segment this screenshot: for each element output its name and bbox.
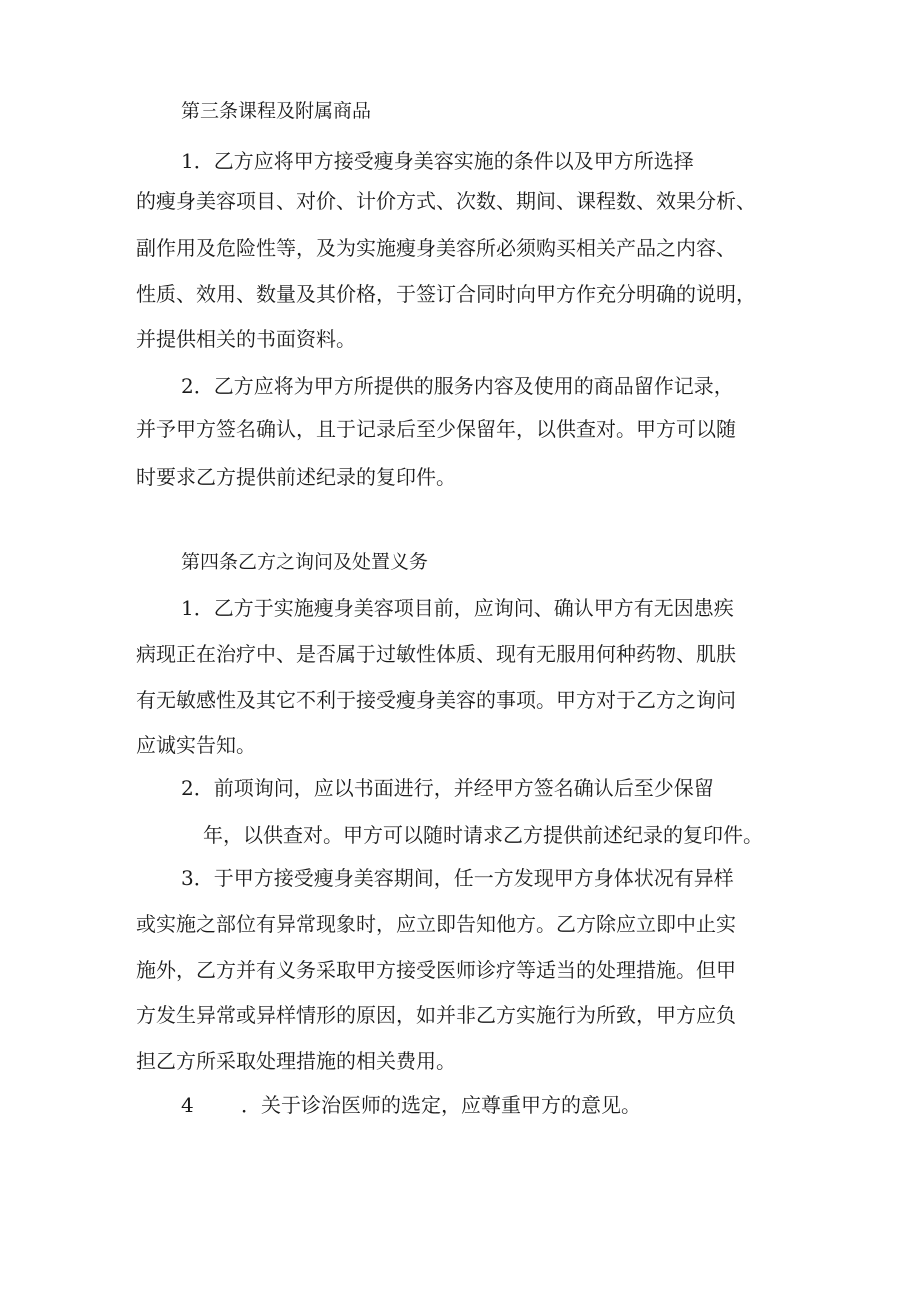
article-4-item-1-line-1: 1．乙方于实施瘦身美容项目前，应询问、确认甲方有无因患疾 (181, 596, 734, 620)
item-number: 2． (181, 776, 214, 800)
article-3-item-1-line-4: 性质、效用、数量及其价格，于签订合同时向甲方作充分明确的说明， (136, 282, 756, 306)
article-3-item-1-line-2: 的瘦身美容项目、对价、计价方式、次数、期间、课程数、效果分析、 (136, 189, 756, 213)
article-3-item-1-line-3: 副作用及危险性等，及为实施瘦身美容所必须购买相关产品之内容、 (136, 236, 736, 260)
article-3-item-2-line-2: 并予甲方签名确认，且于记录后至少保留年，以供查对。甲方可以随 (136, 417, 736, 441)
item-number: 2． (181, 374, 214, 398)
article-3-item-1-line-1: 1．乙方应将甲方接受瘦身美容实施的条件以及甲方所选择 (181, 149, 694, 173)
article-4-item-1-line-3: 有无敏感性及其它不利于接受瘦身美容的事项。甲方对于乙方之询问 (136, 688, 736, 712)
article-4-item-1-line-2: 病现正在治疗中、是否属于过敏性体质、现有无服用何种药物、肌肤 (136, 642, 736, 666)
article-4-item-4-line-1: 4 ．关于诊治医师的选定，应尊重甲方的意见。 (181, 1093, 641, 1117)
article-4-item-2-line-2: 年，以供查对。甲方可以随时请求乙方提供前述纪录的复印件。 (203, 823, 763, 847)
item-number: 3． (181, 866, 214, 890)
article-4-item-3-line-5: 担乙方所采取处理措施的相关费用。 (136, 1049, 456, 1073)
article-3-item-2-line-1: 2．乙方应将为甲方所提供的服务内容及使用的商品留作记录， (181, 374, 734, 398)
article-4-item-2-line-1: 2．前项询问，应以书面进行，并经甲方签名确认后至少保留 (181, 776, 714, 800)
article-4-heading: 第四条乙方之询问及处置义务 (181, 551, 429, 573)
item-number: 1． (181, 596, 214, 620)
item-number: 4 (181, 1093, 194, 1117)
article-4-item-3-line-1: 3．于甲方接受瘦身美容期间，任一方发现甲方身体状况有异样 (181, 866, 734, 890)
article-4-item-1-line-4: 应诚实告知。 (136, 733, 256, 757)
article-3-item-2-line-3: 时要求乙方提供前述纪录的复印件。 (136, 465, 456, 489)
article-3-heading: 第三条课程及附属商品 (181, 100, 372, 122)
article-3-item-1-line-5: 并提供相关的书面资料。 (136, 327, 356, 351)
article-4-item-3-line-4: 方发生异常或异样情形的原因，如并非乙方实施行为所致，甲方应负 (136, 1003, 736, 1027)
article-4-item-3-line-3: 施外，乙方并有义务采取甲方接受医师诊疗等适当的处理措施。但甲 (136, 958, 736, 982)
article-4-item-3-line-2: 或实施之部位有异常现象时，应立即告知他方。乙方除应立即中止实 (136, 912, 736, 936)
item-number: 1． (181, 149, 214, 173)
